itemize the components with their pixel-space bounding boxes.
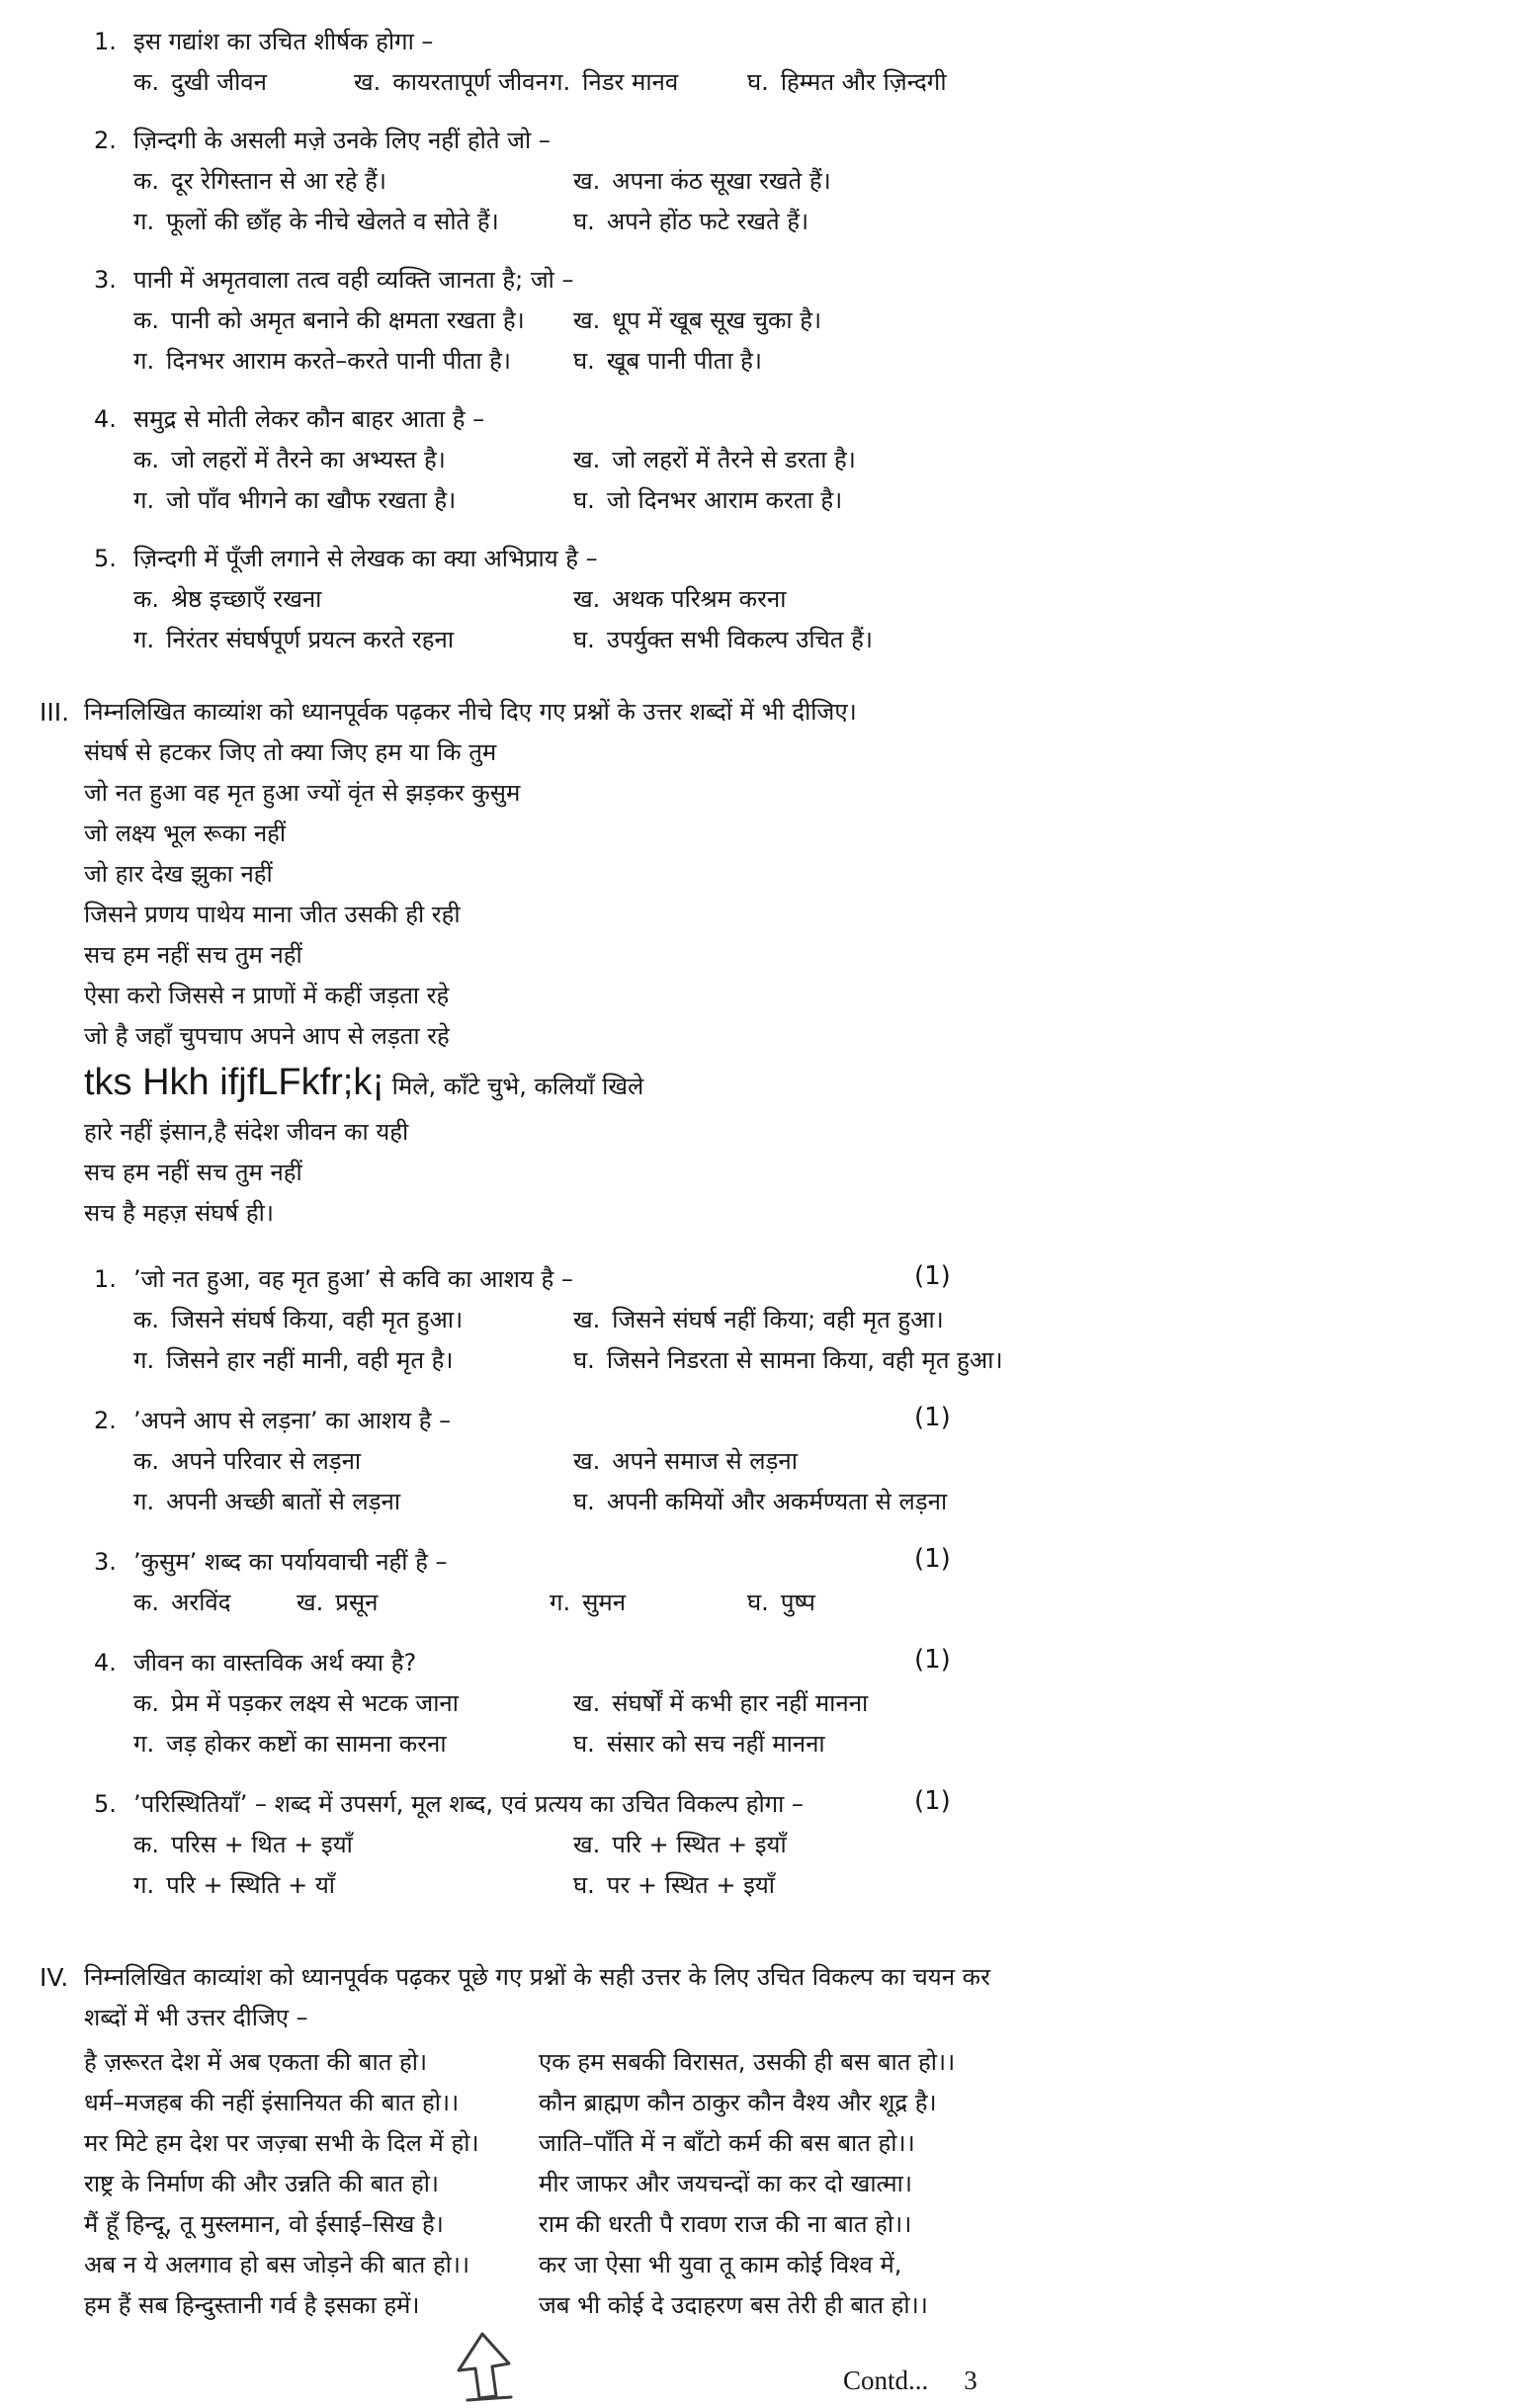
- instruction-line: शब्दों में भी उत्तर दीजिए –: [84, 2004, 308, 2031]
- section-4-body: [84, 1957, 1455, 2326]
- question-number: 5.: [94, 545, 117, 572]
- option-label: ख.: [297, 1589, 324, 1616]
- option-item: [747, 1583, 1455, 1623]
- section-3-roman-numeral: III.: [40, 698, 70, 727]
- section-3-instruction: निम्नलिखित काव्यांश को ध्यानपूर्वक पढ़कर नीचे दिए गए प्रश्नों के उत्तर शब्दों में भी दीजिए।: [84, 698, 857, 726]
- option-text: संसार को सच नहीं मानना: [606, 1730, 825, 1758]
- couplet-left-line: धर्म–मजहब की नहीं इंसानियत की बात हो।।: [84, 2089, 460, 2116]
- question-number: 2.: [94, 1407, 117, 1434]
- section-4-instruction: [84, 1957, 1455, 2038]
- options-list: [133, 62, 1455, 103]
- poem-line: जो लक्ष्य भूल रूका नहीं: [84, 819, 287, 847]
- option-item: [573, 480, 1455, 521]
- krutidev-encoded-text: tks Hkh ifjfLFkfr;k¡: [84, 1062, 385, 1103]
- option-label: ग.: [133, 626, 155, 653]
- option-text: जो दिनभर आराम करता है।: [606, 486, 843, 514]
- question-text: ’जो नत हुआ, वह मृत हुआ’ से कवि का आशय है –: [133, 1265, 573, 1293]
- question-number: 5.: [94, 1790, 117, 1818]
- contd-row: [843, 2365, 977, 2396]
- option-item: [133, 1865, 573, 1906]
- question-marks: (1): [914, 1403, 951, 1432]
- question-marks: (1): [914, 1544, 951, 1574]
- options-list: [133, 301, 1455, 382]
- option-label: क.: [133, 1589, 160, 1616]
- option-item: [573, 579, 1455, 620]
- options-list: [133, 1825, 1455, 1906]
- question-item: [94, 1401, 1455, 1522]
- couplet-left-line: है ज़रूरत देश में अब एकता की बात हो।: [84, 2048, 428, 2076]
- section-4-roman-numeral: IV.: [40, 1963, 69, 1992]
- option-text: जिसने निडरता से सामना किया, वही मृत हुआ।: [606, 1346, 1003, 1374]
- option-label: ख.: [573, 585, 601, 613]
- question-item: [94, 1542, 1455, 1623]
- option-text: खूब पानी पीता है।: [606, 347, 763, 375]
- question-text: ज़िन्दगी के असली मज़े उनके लिए नहीं होते जो –: [133, 127, 551, 154]
- question-marks: (1): [914, 1261, 951, 1291]
- options-list: [133, 161, 1455, 242]
- option-text: प्रसून: [335, 1589, 379, 1616]
- option-item: [133, 1300, 573, 1340]
- question-marks: (1): [914, 1645, 951, 1675]
- option-item: [573, 1482, 1455, 1522]
- option-item: [747, 62, 1455, 103]
- option-label: ग.: [133, 347, 155, 375]
- option-label: ख.: [573, 1306, 601, 1333]
- page-footer: [0, 2325, 1529, 2408]
- option-text: अथक परिश्रम करना: [612, 585, 787, 613]
- option-item: [133, 440, 573, 480]
- option-label: ख.: [354, 68, 382, 96]
- option-item: [550, 1583, 747, 1623]
- question-row: [94, 1643, 1455, 1683]
- question-text: इस गद्यांश का उचित शीर्षक होगा –: [133, 28, 434, 55]
- poem-line: जो है जहाँ चुपचाप अपने आप से लड़ता रहे: [84, 1022, 450, 1050]
- question-item: [94, 1784, 1455, 1906]
- couplet-left-line: मैं हूँ हिन्दू, तू मुस्लमान, वो ईसाई–सिख है।: [84, 2210, 444, 2238]
- question-item: [94, 121, 1455, 242]
- option-text: निडर मानव: [582, 68, 679, 96]
- option-text: धूप में खूब सूख चुका है।: [612, 306, 822, 334]
- option-label: ख.: [573, 1447, 601, 1475]
- option-label: ख.: [573, 306, 601, 334]
- option-label: ग.: [133, 208, 155, 235]
- option-item: [133, 301, 573, 341]
- option-text: हिम्मत और ज़िन्दगी: [780, 68, 947, 96]
- option-item: [133, 1683, 573, 1724]
- option-item: [133, 341, 573, 382]
- option-label: क.: [133, 68, 160, 96]
- couplet-left-line: मर मिटे हम देश पर जज़्बा सभी के दिल में हो।: [84, 2129, 479, 2157]
- couplet-row: [84, 2042, 1455, 2083]
- option-item: [297, 1583, 550, 1623]
- options-list: [133, 1583, 1455, 1623]
- option-item: [573, 1300, 1455, 1340]
- page-number: 3: [964, 2365, 977, 2395]
- option-label: घ.: [573, 1871, 595, 1899]
- section-3-poem-part2: [84, 1112, 1455, 1234]
- option-text: परि + स्थित + इयाँ: [612, 1831, 787, 1858]
- contd-arrow-icon: [438, 2327, 533, 2404]
- couplet-row: [84, 2204, 1455, 2245]
- option-text: पानी को अमृत बनाने की क्षमता रखता है।: [171, 306, 525, 334]
- question-text: समुद्र से मोती लेकर कौन बाहर आता है –: [133, 405, 485, 433]
- option-item: [573, 620, 1455, 660]
- option-label: ग.: [133, 1488, 155, 1515]
- option-text: पुष्प: [780, 1589, 815, 1616]
- question-number: 2.: [94, 127, 117, 154]
- option-text: पर + स्थित + इयाँ: [606, 1871, 776, 1899]
- option-item: [573, 1724, 1455, 1764]
- option-label: क.: [133, 1689, 160, 1717]
- option-item: [133, 1441, 573, 1482]
- option-label: क.: [133, 306, 160, 334]
- option-label: घ.: [573, 626, 595, 653]
- option-label: ग.: [133, 1730, 155, 1758]
- option-item: [573, 202, 1455, 242]
- option-label: घ.: [573, 1730, 595, 1758]
- option-text: अपना कंठ सूखा रखते हैं।: [612, 167, 831, 195]
- option-text: जिसने संघर्ष नहीं किया; वही मृत हुआ।: [612, 1306, 944, 1333]
- couplet-right-line: जब भी कोई दे उदाहरण बस तेरी ही बात हो।।: [539, 2291, 928, 2319]
- option-text: अपनी कमियों और अकर्मण्यता से लड़ना: [606, 1488, 948, 1515]
- option-label: घ.: [573, 1346, 595, 1374]
- question-number: 3.: [94, 1548, 117, 1576]
- options-list: [133, 1683, 1455, 1764]
- krutidev-line-devanagari-text: मिले, काँटे चुभे, कलियाँ खिले: [384, 1073, 644, 1100]
- option-text: प्रेम में पड़कर लक्ष्य से भटक जाना: [171, 1689, 459, 1717]
- option-item: [573, 440, 1455, 480]
- option-label: ख.: [573, 167, 601, 195]
- option-label: ख.: [573, 1689, 601, 1717]
- section-3-question-list: [94, 1259, 1455, 1906]
- couplet-row: [84, 2083, 1455, 2123]
- option-text: जो पाँव भीगने का खौफ रखता है।: [166, 486, 457, 514]
- option-item: [354, 62, 550, 103]
- question-row: [94, 1542, 1455, 1583]
- option-label: क.: [133, 585, 160, 613]
- question-item: [94, 1643, 1455, 1764]
- options-list: [133, 440, 1455, 521]
- instruction-line: निम्नलिखित काव्यांश को ध्यानपूर्वक पढ़कर पूछे गए प्रश्नों के सही उत्तर के लिए उचित विकल्प का चयन कर: [84, 1963, 990, 1991]
- couplet-right-line: राम की धरती पै रावण राज की ना बात हो।।: [539, 2210, 912, 2238]
- couplet-right-line: कर जा ऐसा भी युवा तू काम कोई विश्व में,: [539, 2251, 902, 2279]
- option-item: [573, 1683, 1455, 1724]
- option-item: [550, 62, 747, 103]
- option-label: घ.: [573, 1488, 595, 1515]
- poem-line: सच हम नहीं सच तुम नहीं: [84, 1159, 302, 1186]
- couplet-right-line: मीर जाफर और जयचन्दों का कर दो खात्मा।: [539, 2170, 912, 2197]
- question-row: [94, 1259, 1455, 1300]
- question-text: ’अपने आप से लड़ना’ का आशय है –: [133, 1407, 452, 1434]
- option-text: दुखी जीवन: [171, 68, 267, 96]
- couplet-row: [84, 2285, 1455, 2326]
- section-3: [40, 692, 1455, 1926]
- question-item: [94, 22, 1455, 103]
- question-number: 1.: [94, 1265, 117, 1293]
- option-label: घ.: [747, 1589, 769, 1616]
- option-label: क.: [133, 1831, 160, 1858]
- question-text: पानी में अमृतवाला तत्व वही व्यक्ति जानता है; जो –: [133, 266, 574, 294]
- option-item: [573, 1340, 1455, 1381]
- section-3-poem-part1: [84, 732, 1455, 1057]
- option-item: [573, 1865, 1455, 1906]
- couplet-left-line: राष्ट्र के निर्माण की और उन्नति की बात हो।: [84, 2170, 440, 2197]
- couplet-right-line: एक हम सबकी विरासत, उसकी ही बस बात हो।।: [539, 2048, 956, 2076]
- option-text: संघर्षों में कभी हार नहीं मानना: [612, 1689, 869, 1717]
- option-label: ख.: [573, 446, 601, 473]
- option-text: परि + स्थिति + याँ: [166, 1871, 335, 1899]
- poem-line: संघर्ष से हटकर जिए तो क्या जिए हम या कि तुम: [84, 738, 497, 766]
- option-item: [573, 301, 1455, 341]
- option-label: ख.: [573, 1831, 601, 1858]
- question-item: [94, 1259, 1455, 1381]
- option-label: घ.: [573, 208, 595, 235]
- option-item: [573, 341, 1455, 382]
- question-number: 4.: [94, 1649, 117, 1677]
- option-item: [133, 202, 573, 242]
- option-text: जड़ होकर कष्टों का सामना करना: [166, 1730, 447, 1758]
- option-item: [133, 480, 573, 521]
- option-label: घ.: [747, 68, 769, 96]
- poem-line: सच है महज़ संघर्ष ही।: [84, 1199, 274, 1227]
- option-text: कायरतापूर्ण जीवन: [392, 68, 549, 96]
- section-4-two-column-poem: [84, 2042, 1455, 2326]
- question-row: [94, 1784, 1455, 1825]
- couplet-left-line: हम हैं सब हिन्दुस्तानी गर्व है इसका हमें।: [84, 2291, 420, 2319]
- option-text: अपने परिवार से लड़ना: [171, 1447, 362, 1475]
- question-number: 3.: [94, 266, 117, 294]
- question-text: ’परिस्थितियाँ’ – शब्द में उपसर्ग, मूल शब्द, एवं प्रत्यय का उचित विकल्प होगा –: [133, 1790, 805, 1818]
- couplet-right-line: जाति–पाँति में न बाँटो कर्म की बस बात हो।।: [539, 2129, 915, 2157]
- passage-question-list: [94, 22, 1455, 660]
- question-number: 1.: [94, 28, 117, 55]
- option-text: जिसने संघर्ष किया, वही मृत हुआ।: [171, 1306, 464, 1333]
- option-item: [133, 620, 573, 660]
- options-list: [133, 1441, 1455, 1522]
- couplet-row: [84, 2245, 1455, 2285]
- option-item: [573, 1825, 1455, 1865]
- option-text: दिनभर आराम करते–करते पानी पीता है।: [166, 347, 512, 375]
- question-row: [94, 121, 1455, 161]
- option-text: जिसने हार नहीं मानी, वही मृत है।: [166, 1346, 454, 1374]
- question-item: [94, 399, 1455, 521]
- option-text: अपने होंठ फटे रखते हैं।: [606, 208, 809, 235]
- option-label: घ.: [573, 486, 595, 514]
- question-row: [94, 1401, 1455, 1441]
- option-label: क.: [133, 1447, 160, 1475]
- option-text: श्रेष्ठ इच्छाएँ रखना: [171, 585, 322, 613]
- option-label: क.: [133, 167, 160, 195]
- option-item: [133, 1340, 573, 1381]
- option-item: [133, 1482, 573, 1522]
- option-label: ग.: [550, 1589, 571, 1616]
- option-text: अपने समाज से लड़ना: [612, 1447, 798, 1475]
- question-row: [94, 539, 1455, 579]
- question-number: 4.: [94, 405, 117, 433]
- option-label: घ.: [573, 347, 595, 375]
- question-item: [94, 539, 1455, 660]
- question-text: जीवन का वास्तविक अर्थ क्या है?: [133, 1649, 417, 1677]
- option-item: [133, 1724, 573, 1764]
- question-item: [94, 260, 1455, 382]
- option-item: [133, 1825, 573, 1865]
- option-text: अरविंद: [171, 1589, 231, 1616]
- option-item: [573, 1441, 1455, 1482]
- poem-line: जिसने प्रणय पाथेय माना जीत उसकी ही रही: [84, 901, 461, 928]
- option-item: [133, 579, 573, 620]
- option-text: दूर रेगिस्तान से आ रहे हैं।: [171, 167, 387, 195]
- couplet-left-line: अब न ये अलगाव हो बस जोड़ने की बात हो।।: [84, 2251, 470, 2279]
- option-text: निरंतर संघर्षपूर्ण प्रयत्न करते रहना: [166, 626, 455, 653]
- couplet-row: [84, 2164, 1455, 2204]
- option-label: ग.: [550, 68, 571, 96]
- options-list: [133, 1300, 1455, 1381]
- option-label: क.: [133, 446, 160, 473]
- contd-label: Contd...: [843, 2365, 929, 2395]
- question-marks: (1): [914, 1786, 951, 1816]
- option-text: अपनी अच्छी बातों से लड़ना: [166, 1488, 401, 1515]
- question-text: ’कुसुम’ शब्द का पर्यायवाची नहीं है –: [133, 1548, 448, 1576]
- poem-line: हारे नहीं इंसान,है संदेश जीवन का यही: [84, 1118, 409, 1146]
- option-item: [573, 161, 1455, 202]
- option-text: जो लहरों में तैरने से डरता है।: [612, 446, 856, 473]
- option-item: [133, 1583, 297, 1623]
- option-text: सुमन: [582, 1589, 627, 1616]
- option-label: ग.: [133, 486, 155, 514]
- section-3-body: [84, 692, 1455, 1926]
- poem-line: जो हार देख झुका नहीं: [84, 860, 273, 888]
- option-text: परिस + थित + इयाँ: [171, 1831, 353, 1858]
- option-label: ग.: [133, 1346, 155, 1374]
- section-4: [40, 1957, 1455, 2326]
- option-text: जो लहरों में तैरने का अभ्यस्त है।: [171, 446, 446, 473]
- question-row: [94, 399, 1455, 440]
- poem-line: सच हम नहीं सच तुम नहीं: [84, 941, 302, 969]
- couplet-right-line: कौन ब्राह्मण कौन ठाकुर कौन वैश्य और शूद्र है।: [539, 2089, 937, 2116]
- poem-line-mixed-encoding: [84, 1057, 1455, 1112]
- option-text: उपर्युक्त सभी विकल्प उचित हैं।: [606, 626, 873, 653]
- option-label: ग.: [133, 1871, 155, 1899]
- poem-line: जो नत हुआ वह मृत हुआ ज्यों वृंत से झड़कर कुसुम: [84, 779, 521, 807]
- question-text: ज़िन्दगी में पूँजी लगाने से लेखक का क्या अभिप्राय है –: [133, 545, 598, 572]
- option-item: [133, 161, 573, 202]
- question-row: [94, 260, 1455, 301]
- option-text: फूलों की छाँह के नीचे खेलते व सोते हैं।: [166, 208, 499, 235]
- options-list: [133, 579, 1455, 660]
- option-label: क.: [133, 1306, 160, 1333]
- option-item: [133, 62, 354, 103]
- poem-line: ऐसा करो जिससे न प्राणों में कहीं जड़ता रहे: [84, 982, 450, 1009]
- question-row: [94, 22, 1455, 62]
- couplet-row: [84, 2123, 1455, 2164]
